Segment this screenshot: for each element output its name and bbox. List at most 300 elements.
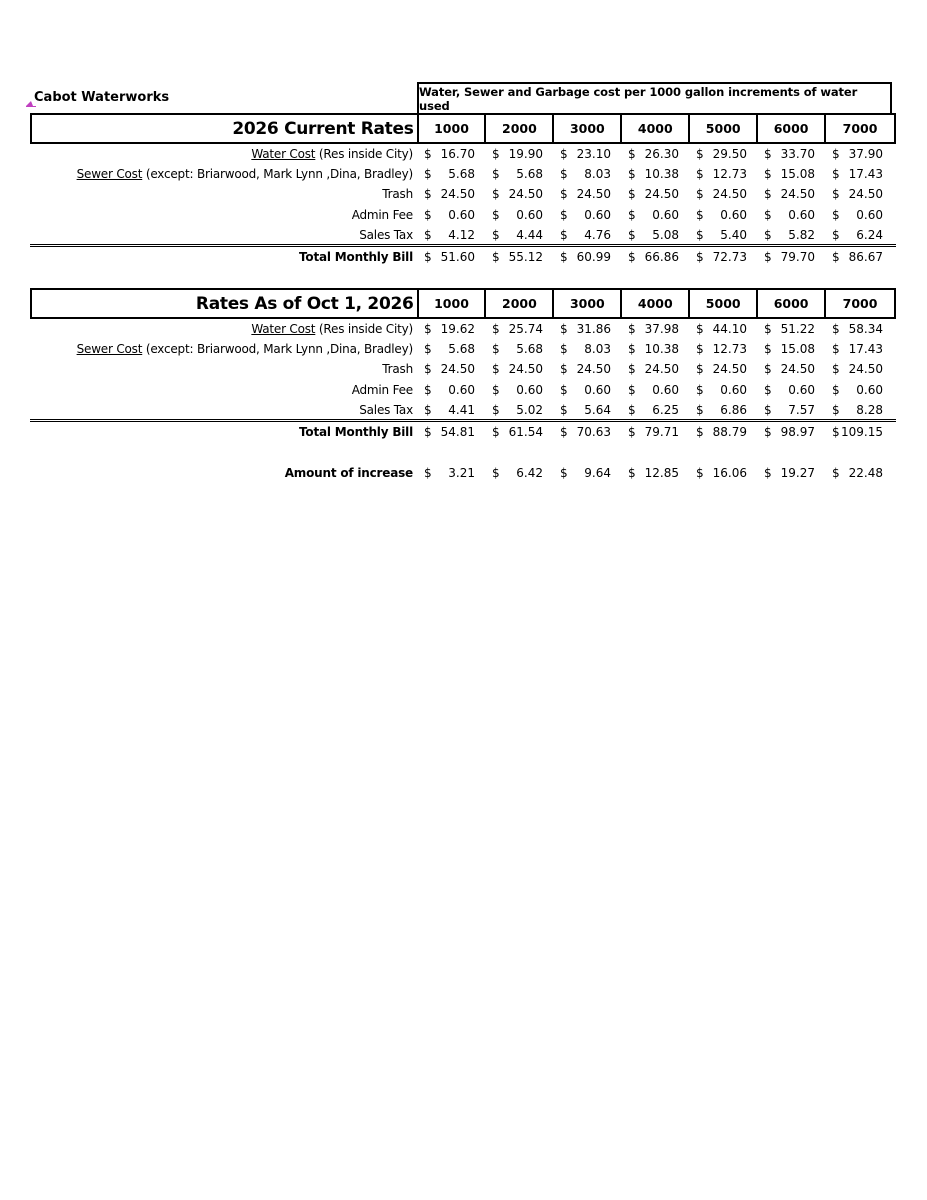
amount: 4.12 — [448, 228, 475, 242]
value-cell — [619, 322, 687, 336]
currency-symbol: $ — [628, 228, 636, 242]
table-banner: Water, Sewer and Garbage cost per 1000 gallon increments of water used — [417, 82, 892, 113]
currency-symbol: $ — [628, 362, 636, 376]
value-cell — [551, 187, 619, 201]
value-cell — [619, 250, 687, 264]
value-cell — [619, 147, 687, 161]
row-label: Sewer Cost (except: Briarwood, Mark Lynn ,Dina, Bradley) — [76, 167, 413, 181]
column-header: 4000 — [622, 115, 690, 142]
new-total-row — [30, 422, 896, 442]
amount: 16.70 — [440, 147, 475, 161]
currency-symbol: $ — [492, 228, 500, 242]
amount: 19.90 — [508, 147, 543, 161]
amount: 0.60 — [448, 208, 475, 222]
value-cell — [415, 187, 483, 201]
current-rates-title: 2026 Current Rates — [32, 115, 419, 142]
currency-symbol: $ — [696, 322, 704, 336]
value-cell — [687, 383, 755, 397]
currency-symbol: $ — [832, 250, 840, 264]
amount: 0.60 — [448, 383, 475, 397]
currency-symbol: $ — [628, 187, 636, 201]
currency-symbol: $ — [764, 228, 772, 242]
currency-symbol: $ — [832, 362, 840, 376]
value-cell — [823, 362, 891, 376]
amount: 26.30 — [644, 147, 679, 161]
currency-symbol: $ — [492, 250, 500, 264]
amount: 6.42 — [516, 466, 543, 480]
value-cell — [823, 342, 891, 356]
value-cell — [551, 250, 619, 264]
value-cell — [483, 322, 551, 336]
value-cell — [483, 425, 551, 439]
value-cell — [687, 187, 755, 201]
new-water-row — [30, 319, 896, 339]
amount: 0.60 — [720, 383, 747, 397]
value-cell — [415, 250, 483, 264]
amount: 79.71 — [644, 425, 679, 439]
amount: 5.68 — [516, 167, 543, 181]
current-rates-header — [30, 113, 896, 144]
amount: 79.70 — [780, 250, 815, 264]
value-cell — [483, 383, 551, 397]
amount: 60.99 — [576, 250, 611, 264]
value-cell — [483, 250, 551, 264]
value-cell — [415, 466, 483, 480]
value-cell — [483, 187, 551, 201]
amount: 33.70 — [780, 147, 815, 161]
value-cell — [823, 208, 891, 222]
amount: 17.43 — [848, 342, 883, 356]
amount: 37.98 — [644, 322, 679, 336]
amount: 24.50 — [576, 362, 611, 376]
column-header: 4000 — [622, 290, 690, 317]
value-cell — [755, 322, 823, 336]
amount: 8.28 — [856, 403, 883, 417]
value-cell — [823, 147, 891, 161]
column-header: 5000 — [690, 290, 758, 317]
currency-symbol: $ — [560, 147, 568, 161]
column-header: 3000 — [554, 290, 622, 317]
currency-symbol: $ — [696, 187, 704, 201]
currency-symbol: $ — [764, 383, 772, 397]
amount: 24.50 — [848, 187, 883, 201]
new-tax-row — [30, 400, 896, 420]
amount: 15.08 — [780, 167, 815, 181]
currency-symbol: $ — [764, 322, 772, 336]
value-cell — [483, 466, 551, 480]
currency-symbol: $ — [560, 208, 568, 222]
amount: 12.85 — [644, 466, 679, 480]
new-sewer-row — [30, 339, 896, 359]
amount: 10.38 — [644, 342, 679, 356]
amount: 6.86 — [720, 403, 747, 417]
currency-symbol: $ — [492, 425, 500, 439]
currency-symbol: $ — [424, 425, 432, 439]
currency-symbol: $ — [832, 403, 840, 417]
currency-symbol: $ — [424, 466, 432, 480]
value-cell — [755, 342, 823, 356]
value-cell — [687, 403, 755, 417]
value-cell — [823, 425, 891, 439]
value-cell — [823, 250, 891, 264]
value-cell — [551, 322, 619, 336]
value-cell — [551, 403, 619, 417]
amount: 19.27 — [780, 466, 815, 480]
currency-symbol: $ — [492, 167, 500, 181]
currency-symbol: $ — [696, 250, 704, 264]
organization-name: Cabot Waterworks — [34, 90, 170, 105]
value-cell — [619, 362, 687, 376]
currency-symbol: $ — [696, 167, 704, 181]
value-cell — [687, 322, 755, 336]
amount: 17.43 — [848, 167, 883, 181]
currency-symbol: $ — [424, 342, 432, 356]
amount: 23.10 — [576, 147, 611, 161]
column-header: 3000 — [554, 115, 622, 142]
currency-symbol: $ — [492, 322, 500, 336]
currency-symbol: $ — [628, 147, 636, 161]
value-cell — [619, 167, 687, 181]
column-header: 7000 — [842, 121, 878, 136]
amount: 5.68 — [516, 342, 543, 356]
currency-symbol: $ — [492, 342, 500, 356]
value-cell — [823, 466, 891, 480]
amount: 61.54 — [508, 425, 543, 439]
amount: 29.50 — [712, 147, 747, 161]
currency-symbol: $ — [424, 383, 432, 397]
amount: 3.21 — [448, 466, 475, 480]
amount: 24.50 — [780, 187, 815, 201]
amount: 54.81 — [440, 425, 475, 439]
amount: 4.76 — [584, 228, 611, 242]
value-cell — [551, 425, 619, 439]
row-label: Admin Fee — [351, 208, 413, 222]
column-header: 2000 — [486, 290, 554, 317]
value-cell — [483, 362, 551, 376]
currency-symbol: $ — [492, 362, 500, 376]
currency-symbol: $ — [424, 228, 432, 242]
amount: 16.06 — [712, 466, 747, 480]
amount: 37.90 — [848, 147, 883, 161]
water-cost-link[interactable]: Water Cost — [251, 147, 316, 161]
amount: 0.60 — [516, 208, 543, 222]
amount: 24.50 — [440, 187, 475, 201]
currency-symbol: $ — [424, 250, 432, 264]
value-cell — [619, 187, 687, 201]
column-header: 2000 — [486, 115, 554, 142]
amount: 0.60 — [856, 383, 883, 397]
currency-symbol: $ — [832, 167, 840, 181]
value-cell — [687, 362, 755, 376]
currency-symbol: $ — [764, 403, 772, 417]
currency-symbol: $ — [492, 208, 500, 222]
value-cell — [415, 362, 483, 376]
currency-symbol: $ — [560, 362, 568, 376]
value-cell — [483, 228, 551, 242]
currency-symbol: $ — [832, 322, 840, 336]
amount: 0.60 — [516, 383, 543, 397]
amount: 5.68 — [448, 342, 475, 356]
current-tax-row — [30, 225, 896, 245]
value-cell — [687, 167, 755, 181]
amount: 24.50 — [644, 187, 679, 201]
value-cell — [687, 228, 755, 242]
currency-symbol: $ — [832, 228, 840, 242]
row-label: Trash — [382, 187, 413, 201]
currency-symbol: $ — [832, 147, 840, 161]
column-header: 6000 — [758, 115, 826, 142]
value-cell — [619, 342, 687, 356]
row-label: Sales Tax — [359, 403, 413, 417]
value-cell — [687, 147, 755, 161]
currency-symbol: $ — [424, 167, 432, 181]
value-cell — [483, 167, 551, 181]
amount: 24.50 — [712, 362, 747, 376]
amount: 24.50 — [440, 362, 475, 376]
amount: 5.68 — [448, 167, 475, 181]
currency-symbol: $ — [764, 362, 772, 376]
value-cell — [755, 383, 823, 397]
amount: 24.50 — [712, 187, 747, 201]
value-cell — [619, 228, 687, 242]
currency-symbol: $ — [696, 383, 704, 397]
value-cell — [483, 147, 551, 161]
currency-symbol: $ — [492, 187, 500, 201]
amount: 31.86 — [576, 322, 611, 336]
amount: 24.50 — [508, 187, 543, 201]
value-cell — [823, 383, 891, 397]
current-trash-row — [30, 184, 896, 204]
value-cell — [755, 362, 823, 376]
row-label: Total Monthly Bill — [299, 425, 413, 439]
value-cell — [687, 425, 755, 439]
amount: 9.64 — [584, 466, 611, 480]
value-cell — [415, 208, 483, 222]
amount: 25.74 — [508, 322, 543, 336]
value-cell — [823, 187, 891, 201]
amount: 0.60 — [788, 208, 815, 222]
sewer-cost-link[interactable]: Sewer Cost — [76, 167, 143, 181]
value-cell — [551, 147, 619, 161]
amount: 10.38 — [644, 167, 679, 181]
value-cell — [415, 342, 483, 356]
currency-symbol: $ — [764, 187, 772, 201]
amount: 24.50 — [644, 362, 679, 376]
row-label: Sewer Cost (except: Briarwood, Mark Lynn ,Dina, Bradley) — [76, 342, 413, 356]
currency-symbol: $ — [560, 425, 568, 439]
value-cell — [551, 208, 619, 222]
row-label: Total Monthly Bill — [299, 250, 413, 264]
column-header: 5000 — [690, 115, 758, 142]
currency-symbol: $ — [560, 167, 568, 181]
amount: 109.15 — [841, 425, 883, 439]
value-cell — [483, 208, 551, 222]
value-cell — [755, 425, 823, 439]
currency-symbol: $ — [560, 187, 568, 201]
column-header: 7000 — [842, 296, 878, 311]
currency-symbol: $ — [832, 425, 840, 439]
value-cell — [687, 250, 755, 264]
current-sewer-row — [30, 164, 896, 184]
currency-symbol: $ — [492, 403, 500, 417]
value-cell — [619, 403, 687, 417]
amount: 4.44 — [516, 228, 543, 242]
currency-symbol: $ — [424, 187, 432, 201]
amount: 0.60 — [584, 208, 611, 222]
column-header: 1000 — [419, 115, 487, 142]
value-cell — [755, 466, 823, 480]
value-cell — [755, 167, 823, 181]
currency-symbol: $ — [492, 466, 500, 480]
row-label: Sales Tax — [359, 228, 413, 242]
amount: 6.24 — [856, 228, 883, 242]
currency-symbol: $ — [628, 322, 636, 336]
row-label: Trash — [382, 362, 413, 376]
value-cell — [415, 383, 483, 397]
value-cell — [415, 228, 483, 242]
amount: 8.03 — [584, 342, 611, 356]
value-cell — [415, 147, 483, 161]
amount: 4.41 — [448, 403, 475, 417]
currency-symbol: $ — [560, 322, 568, 336]
amount: 98.97 — [780, 425, 815, 439]
amount: 5.64 — [584, 403, 611, 417]
amount: 5.02 — [516, 403, 543, 417]
amount: 12.73 — [712, 342, 747, 356]
amount: 58.34 — [848, 322, 883, 336]
currency-symbol: $ — [424, 147, 432, 161]
amount: 44.10 — [712, 322, 747, 336]
currency-symbol: $ — [628, 208, 636, 222]
value-cell — [755, 403, 823, 417]
value-cell — [551, 342, 619, 356]
water-cost-link[interactable]: Water Cost — [251, 322, 316, 336]
value-cell — [551, 383, 619, 397]
value-cell — [687, 208, 755, 222]
amount: 0.60 — [856, 208, 883, 222]
current-admin-row — [30, 205, 896, 225]
new-rates-title: Rates As of Oct 1, 2026 — [32, 290, 419, 317]
amount: 0.60 — [788, 383, 815, 397]
currency-symbol: $ — [628, 342, 636, 356]
currency-symbol: $ — [560, 466, 568, 480]
amount: 88.79 — [712, 425, 747, 439]
value-cell — [551, 362, 619, 376]
amount: 19.62 — [440, 322, 475, 336]
new-rates-header — [30, 288, 896, 319]
value-cell — [823, 322, 891, 336]
value-cell — [823, 167, 891, 181]
currency-symbol: $ — [560, 383, 568, 397]
value-cell — [483, 342, 551, 356]
row-label: Water Cost (Res inside City) — [251, 147, 413, 161]
value-cell — [755, 228, 823, 242]
value-cell — [687, 342, 755, 356]
currency-symbol: $ — [696, 466, 704, 480]
amount: 24.50 — [780, 362, 815, 376]
currency-symbol: $ — [832, 466, 840, 480]
row-label: Water Cost (Res inside City) — [251, 322, 413, 336]
currency-symbol: $ — [764, 342, 772, 356]
amount: 70.63 — [576, 425, 611, 439]
currency-symbol: $ — [696, 362, 704, 376]
currency-symbol: $ — [764, 466, 772, 480]
value-cell — [551, 228, 619, 242]
currency-symbol: $ — [424, 403, 432, 417]
amount: 24.50 — [576, 187, 611, 201]
amount: 5.82 — [788, 228, 815, 242]
value-cell — [483, 403, 551, 417]
currency-symbol: $ — [696, 403, 704, 417]
currency-symbol: $ — [492, 383, 500, 397]
value-cell — [619, 208, 687, 222]
increase-row — [30, 463, 896, 483]
amount: 22.48 — [848, 466, 883, 480]
currency-symbol: $ — [628, 383, 636, 397]
amount: 5.08 — [652, 228, 679, 242]
row-label: Admin Fee — [351, 383, 413, 397]
currency-symbol: $ — [560, 403, 568, 417]
currency-symbol: $ — [628, 167, 636, 181]
currency-symbol: $ — [832, 208, 840, 222]
value-cell — [619, 425, 687, 439]
amount: 5.40 — [720, 228, 747, 242]
amount: 0.60 — [652, 208, 679, 222]
amount: 0.60 — [584, 383, 611, 397]
currency-symbol: $ — [764, 208, 772, 222]
currency-symbol: $ — [628, 466, 636, 480]
currency-symbol: $ — [696, 342, 704, 356]
currency-symbol: $ — [560, 250, 568, 264]
value-cell — [755, 147, 823, 161]
amount: 55.12 — [508, 250, 543, 264]
value-cell — [687, 466, 755, 480]
currency-symbol: $ — [424, 322, 432, 336]
amount: 51.60 — [440, 250, 475, 264]
currency-symbol: $ — [832, 383, 840, 397]
amount: 0.60 — [652, 383, 679, 397]
amount: 12.73 — [712, 167, 747, 181]
currency-symbol: $ — [696, 425, 704, 439]
currency-symbol: $ — [764, 250, 772, 264]
currency-symbol: $ — [628, 425, 636, 439]
currency-symbol: $ — [696, 147, 704, 161]
currency-symbol: $ — [764, 425, 772, 439]
current-total-row — [30, 247, 896, 267]
amount: 8.03 — [584, 167, 611, 181]
value-cell — [619, 466, 687, 480]
amount: 86.67 — [848, 250, 883, 264]
currency-symbol: $ — [560, 342, 568, 356]
value-cell — [551, 466, 619, 480]
currency-symbol: $ — [424, 362, 432, 376]
value-cell — [619, 383, 687, 397]
currency-symbol: $ — [764, 167, 772, 181]
currency-symbol: $ — [696, 228, 704, 242]
current-water-row — [30, 144, 896, 164]
sewer-cost-link[interactable]: Sewer Cost — [76, 342, 143, 356]
value-cell — [755, 187, 823, 201]
amount: 66.86 — [644, 250, 679, 264]
value-cell — [551, 167, 619, 181]
currency-symbol: $ — [628, 403, 636, 417]
column-header: 6000 — [758, 290, 826, 317]
row-label: Amount of increase — [284, 466, 413, 480]
currency-symbol: $ — [832, 342, 840, 356]
currency-symbol: $ — [424, 208, 432, 222]
new-admin-row — [30, 380, 896, 400]
amount: 24.50 — [508, 362, 543, 376]
